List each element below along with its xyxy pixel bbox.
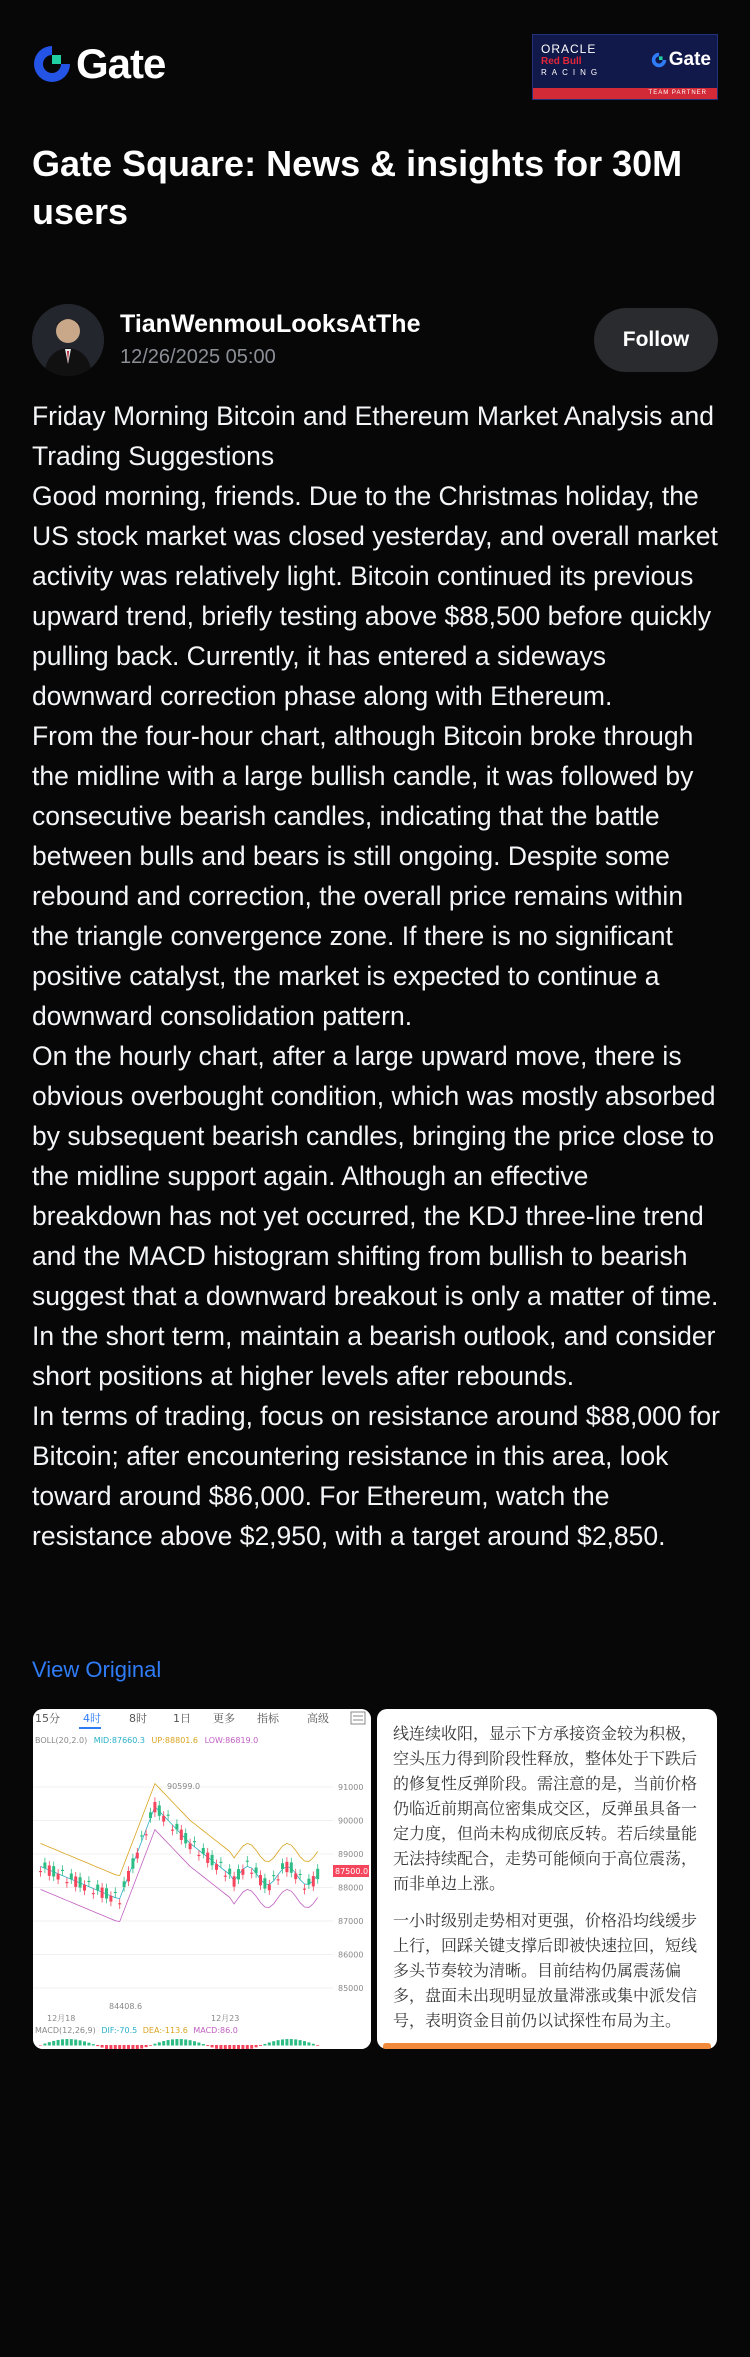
y-tick-label: 87000: [338, 1917, 364, 1926]
candle-body: [299, 1874, 302, 1875]
candle-body: [294, 1873, 297, 1879]
candle-body: [136, 1853, 139, 1859]
candle-body: [250, 1873, 253, 1874]
analysis-paragraph: 一小时级别走势相对更强，价格沿均线缓步上行，回踩关键支撑后即被快速拉回，短线多头节奏较为清晰。目前结构仍属震荡偏多，盘面未出现明显放量滞涨或集中派发信号，表明资金目前仍以试探性布局为主。: [393, 1911, 698, 2030]
candle-body: [167, 1815, 170, 1816]
candle-body: [228, 1869, 231, 1875]
macd-label: MACD(12,26,9): [35, 2026, 96, 2035]
candle-body: [101, 1888, 104, 1898]
candle-body: [303, 1889, 306, 1890]
post-paragraph: Good morning, friends. Due to the Christmas holiday, the US stock market was closed yesterday, and overall market activity was relatively light. Bitcoin continued its previous upward trend, briefly testing above $88,500 before quickly pulling back. Currently, it has entered a sideways downward correction phase along with Ethereum.: [32, 481, 718, 711]
macd-bar: [123, 2045, 126, 2049]
gate-logo[interactable]: [32, 42, 165, 86]
macd-bar: [101, 2045, 104, 2048]
macd-bar: [39, 2045, 42, 2046]
macd-bar: [277, 2040, 280, 2045]
macd-bar: [197, 2043, 200, 2046]
macd-bar: [140, 2045, 143, 2049]
candle-body: [241, 1869, 244, 1875]
post-date: 12/26/2025 05:00: [120, 346, 276, 368]
candle-body: [96, 1885, 99, 1891]
macd-bar: [162, 2041, 165, 2045]
macd-bar: [303, 2041, 306, 2045]
macd-value: MACD:86.0: [193, 2026, 238, 2035]
candle-body: [171, 1830, 174, 1831]
macd-legend: [35, 2026, 238, 2035]
macd-bar: [290, 2039, 293, 2045]
page-title: Gate Square: News & insights for 30M users: [32, 143, 683, 232]
boll-legend: [35, 1736, 258, 1745]
macd-bar: [65, 2039, 68, 2045]
macd-bar: [175, 2039, 178, 2045]
candle-body: [57, 1874, 60, 1880]
macd-bar: [272, 2041, 275, 2045]
macd-bar: [193, 2041, 196, 2045]
candle-body: [202, 1848, 205, 1854]
logo-text: Gate: [76, 40, 166, 87]
candle-body: [61, 1870, 64, 1871]
candle-body: [316, 1869, 319, 1879]
y-tick-label: 90000: [338, 1816, 364, 1826]
macd-bar: [127, 2045, 130, 2049]
last-price-label: 87500.0: [335, 1867, 369, 1876]
candle-body: [123, 1881, 126, 1887]
x-label: 12月23: [211, 2014, 240, 2023]
candle-body: [153, 1802, 156, 1812]
gate-mini-icon: [651, 52, 667, 68]
candle-body: [290, 1862, 293, 1872]
candle-body: [48, 1865, 51, 1875]
highlight-bar: [383, 2043, 711, 2049]
candle-body: [307, 1879, 310, 1885]
candle-body: [180, 1830, 183, 1840]
gate-logo-icon: [32, 44, 72, 84]
macd-bar: [48, 2042, 51, 2045]
macd-bar: [211, 2045, 214, 2047]
candle-body: [233, 1876, 236, 1886]
candle-body: [145, 1834, 148, 1835]
macd-bar: [83, 2041, 86, 2045]
macd-bar: [228, 2045, 231, 2049]
candle-body: [158, 1805, 161, 1815]
macd-bar: [263, 2044, 266, 2046]
candle-body: [70, 1874, 73, 1880]
candle-body: [74, 1877, 77, 1887]
macd-bar: [131, 2045, 134, 2049]
candle-body: [109, 1896, 112, 1902]
chart-tab: 指标: [257, 1712, 279, 1725]
chart-screenshot-image[interactable]: [33, 1709, 371, 2049]
y-tick-label: 89000: [338, 1850, 364, 1859]
y-tick-label: 86000: [338, 1950, 364, 1960]
macd-bar: [202, 2044, 205, 2046]
macd-bar: [219, 2045, 222, 2049]
candle-body: [224, 1876, 227, 1877]
candle-body: [281, 1863, 284, 1869]
macd-bar: [237, 2045, 240, 2049]
macd-bar: [79, 2040, 82, 2045]
macd-bar: [299, 2040, 302, 2045]
chart-tab: 更多: [213, 1712, 235, 1725]
candle-body: [79, 1877, 82, 1887]
macd-bar: [259, 2045, 262, 2046]
macd-bar: [52, 2041, 55, 2046]
avatar[interactable]: [32, 304, 104, 376]
avatar-person-icon: [32, 304, 104, 376]
macd-bar: [153, 2044, 156, 2046]
y-tick-label: 88000: [338, 1883, 364, 1893]
macd-bar: [307, 2042, 310, 2045]
macd-bar: [87, 2043, 90, 2046]
macd-bar: [43, 2044, 46, 2046]
post-paragraph: Friday Morning Bitcoin and Ethereum Market Analysis and Trading Suggestions: [32, 401, 714, 471]
view-original-link[interactable]: View Original: [32, 1657, 162, 1682]
analysis-text-image[interactable]: [377, 1709, 717, 2049]
macd-bar: [250, 2045, 253, 2049]
post-paragraph: On the hourly chart, after a large upward move, there is obvious overbought condition, which was mostly absorbed by subsequent bearish candles, bringing the price close to the midline support again. Although an effective breakdown has not yet occurred, the KDJ three-line trend and the MACD histogram shifting from bullish to bearish suggest that a downward breakout is only a matter of time. In the short term, maintain a bearish outlook, and consider short positions at higher levels after rebounds.: [32, 1041, 719, 1391]
candlestick-chart: [33, 1709, 371, 2049]
macd-bar: [312, 2044, 315, 2046]
candle-body: [277, 1879, 280, 1880]
analysis-text: [377, 1709, 717, 2033]
candle-body: [149, 1812, 152, 1818]
candle-body: [193, 1841, 196, 1842]
candle-body: [189, 1843, 192, 1849]
author-name[interactable]: TianWenmouLooksAtThe: [120, 310, 421, 338]
top-bar: [32, 30, 718, 104]
macd-bar: [145, 2045, 148, 2047]
chart-tab: 高级: [307, 1712, 329, 1725]
macd-bar: [171, 2039, 174, 2045]
macd-bar: [167, 2040, 170, 2045]
last-price-tag: [333, 1865, 369, 1877]
partner-gate-text: Gate: [668, 49, 711, 70]
candle-body: [206, 1853, 209, 1863]
macd-bar: [61, 2039, 64, 2045]
chart-tab: 8时: [129, 1712, 147, 1725]
macd-dea: DEA:-113.6: [142, 2026, 188, 2035]
candle-body: [312, 1876, 315, 1886]
candle-body: [131, 1858, 134, 1868]
candle-body: [263, 1878, 266, 1888]
candle-body: [83, 1885, 86, 1891]
macd-bar: [215, 2045, 218, 2049]
macd-bar: [189, 2040, 192, 2045]
x-label: 12月18: [47, 2014, 76, 2023]
candle-body: [197, 1855, 200, 1856]
macd-bar: [105, 2045, 108, 2049]
chart-tab: 1日: [173, 1712, 191, 1725]
candle-body: [127, 1871, 130, 1881]
post-paragraph: In terms of trading, focus on resistance around $88,000 for Bitcoin; after encountering resistance in this area, look toward around $86,000. For Ethereum, watch the resistance above $2,950, with a target around $2,850.: [32, 1401, 720, 1551]
high-label: 90599.0: [167, 1782, 201, 1791]
candle-body: [268, 1884, 271, 1890]
low-label: 84408.6: [109, 2002, 143, 2011]
candle-body: [52, 1866, 55, 1876]
macd-bar: [114, 2045, 117, 2049]
candle-body: [105, 1888, 108, 1898]
candle-body: [114, 1892, 117, 1893]
macd-bar: [92, 2044, 95, 2045]
macd-bar: [255, 2045, 258, 2047]
macd-bar: [224, 2045, 227, 2049]
candle-body: [285, 1862, 288, 1872]
author-row: [32, 302, 718, 376]
macd-bar: [136, 2045, 139, 2049]
macd-bar: [70, 2039, 73, 2045]
macd-bar: [294, 2039, 297, 2045]
candle-body: [39, 1871, 42, 1872]
candle-body: [65, 1882, 68, 1883]
y-tick-label: 85000: [338, 1984, 364, 1993]
red-bull-text: Red Bull: [541, 56, 582, 67]
macd-bar: [57, 2040, 60, 2046]
boll-mid: MID:87660.3: [93, 1736, 145, 1745]
candle-body: [175, 1824, 178, 1830]
y-tick-label: 91000: [338, 1783, 364, 1792]
candle-body: [87, 1881, 90, 1882]
macd-bar: [285, 2039, 288, 2045]
analysis-paragraph: 线连续收阳，显示下方承接资金较为积极，空头压力得到阶段性释放，整体处于下跌后的修复性反弹阶段。需注意的是，当前价格仍临近前期高位密集成交区，反弹虽具备一定力度，但尚未构成彻底反转。若后续量能无法持续配合，走势可能倾向于高位震荡，而非单边上涨。: [393, 1724, 698, 1893]
post-body: [32, 396, 722, 1556]
macd-dif: DIF:-70.5: [101, 2026, 138, 2035]
boll-low: LOW:86819.0: [204, 1736, 259, 1745]
boll-label: BOLL(20,2.0): [35, 1736, 88, 1745]
candle-body: [259, 1875, 262, 1885]
follow-button[interactable]: Follow: [594, 308, 718, 372]
macd-bar: [206, 2045, 209, 2046]
candle-body: [140, 1835, 143, 1836]
candle-body: [211, 1855, 214, 1865]
post-paragraph: From the four-hour chart, although Bitcoin broke through the midline with a large bullish candle, it was followed by consecutive bearish candles, indicating that the battle between bulls and bears is still ongoing. Despite some rebound and correction, the overall price remains within the triangle convergence zone. If there is no significant positive catalyst, the market is expected to continue a downward consolidation pattern.: [32, 721, 694, 1031]
candle-body: [219, 1862, 222, 1863]
macd-bar: [184, 2039, 187, 2045]
macd-bar: [233, 2045, 236, 2049]
candle-body: [215, 1864, 218, 1870]
macd-bar: [74, 2040, 77, 2046]
racing-text: RACING: [541, 68, 603, 77]
candle-body: [246, 1861, 249, 1862]
active-tab-underline: [79, 1727, 101, 1729]
macd-bar: [180, 2039, 183, 2045]
chart-tab-active: 4时: [83, 1712, 101, 1725]
candle-body: [272, 1875, 275, 1876]
macd-bar: [158, 2042, 161, 2045]
chart-tab: 15分: [35, 1712, 60, 1725]
team-partner-badge: [532, 34, 718, 100]
macd-bar: [246, 2045, 249, 2049]
candle-body: [118, 1903, 121, 1904]
candle-body: [255, 1868, 258, 1874]
candle-body: [237, 1869, 240, 1879]
oracle-text: ORACLE: [541, 42, 597, 56]
macd-bar: [96, 2045, 99, 2046]
macd-bar: [109, 2045, 112, 2049]
candle-body: [92, 1893, 95, 1894]
boll-up: UP:88801.6: [151, 1736, 199, 1745]
candle-body: [43, 1862, 46, 1868]
macd-bar: [281, 2039, 284, 2045]
candle-body: [184, 1833, 187, 1843]
macd-bar: [149, 2045, 152, 2046]
team-partner-strip: TEAM PARTNER: [533, 88, 717, 99]
macd-bar: [316, 2045, 319, 2046]
macd-bar: [118, 2045, 121, 2049]
macd-bar: [268, 2042, 271, 2045]
candle-body: [162, 1816, 165, 1822]
macd-bar: [241, 2045, 244, 2049]
